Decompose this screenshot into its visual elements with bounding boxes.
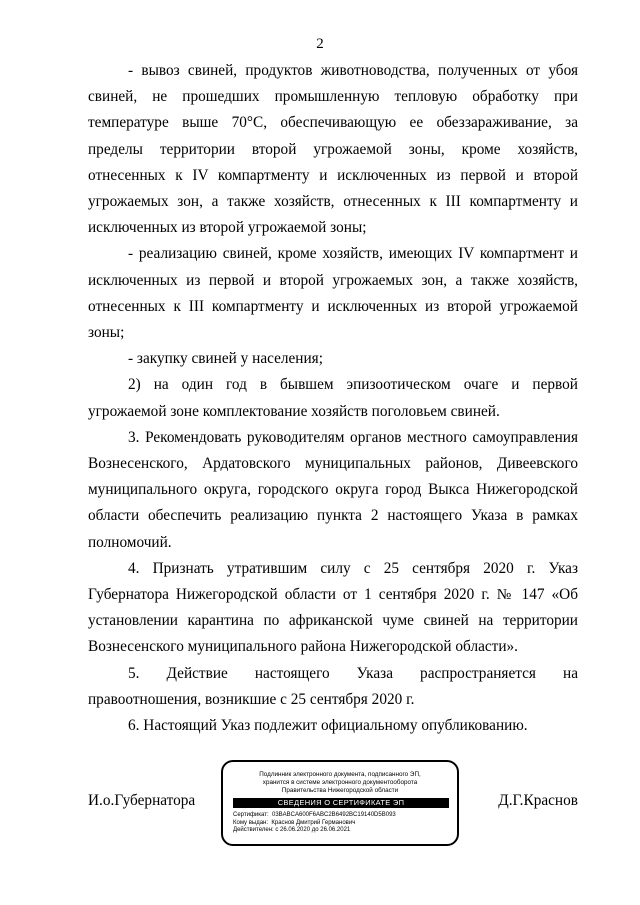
- issued-to-label: Кому выдан:: [233, 819, 269, 826]
- stamp-header-line: Подлинник электронного документа, подписанного ЭП,: [259, 771, 421, 778]
- validity-row: [233, 827, 457, 835]
- paragraph-item-6: 6. Настоящий Указ подлежит официальному опубликованию.: [128, 717, 528, 735]
- signer-position: И.о.Губернатора: [88, 792, 196, 809]
- signature-block: [0, 760, 640, 870]
- paragraph-restocking-ban: 2) на один год в бывшем эпизоотическом очаге и первой угрожаемой зоне комплектование хозяйств поголовьем свиней.: [88, 376, 578, 420]
- certificate-label: Сертификат:: [233, 812, 269, 818]
- certificate-row: [233, 812, 457, 820]
- paragraph-sale-ban: - реализацию свиней, кроме хозяйств, имеющих IV компартмент и исключенных из первой и второй угрожаемых зон, а также хозяйств, отнесенных к III компартменту и исключенных из второй угрожаемой зоны;: [88, 245, 578, 342]
- validity-value: с 26.06.2020 до 26.06.2021: [275, 827, 351, 834]
- validity-label: Действителен:: [233, 827, 274, 834]
- paragraph-item-4: 4. Признать утратившим силу с 25 сентября 2020 г. Указ Губернатора Нижегородской области от 1 сентября 2020 г. № 147 «Об установлении карантина по африканской чуме свиней на территории Вознесенского муниципального района Нижегородской области».: [88, 559, 578, 656]
- paragraph-purchase-ban: - закупку свиней у населения;: [128, 350, 323, 368]
- paragraph-item-5: 5. Действие настоящего Указа распространяется на правоотношения, возникшие с 25 сентября 2020 г.: [88, 664, 578, 708]
- issued-to-value: Краснов Дмитрий Германович: [271, 819, 356, 826]
- document-body: [88, 58, 578, 739]
- signer-name: Д.Г.Краснов: [498, 792, 578, 809]
- page-number: 2: [316, 36, 324, 52]
- stamp-title: СВЕДЕНИЯ О СЕРТИФИКАТЕ ЭП: [233, 798, 449, 808]
- electronic-signature-stamp: [221, 760, 459, 846]
- stamp-header: [223, 762, 457, 795]
- stamp-header-line: Правительства Нижегородской области: [281, 787, 399, 794]
- paragraph-item-3: 3. Рекомендовать руководителям органов местного самоуправления Вознесенского, Ардатовского муниципальных районов, Дивеевского муниципального округа, городского округа город Выкса Нижегородской области обеспечить реализацию пункта 2 настоящего Указа в рамках полномочий.: [88, 428, 578, 551]
- stamp-header-line: хранится в системе электронного документооборота: [262, 779, 418, 786]
- certificate-value: 03BABCA600F6ABC2B6492BC19140D5B093: [271, 812, 396, 818]
- paragraph-export-ban: - вывоз свиней, продуктов животноводства, полученных от убоя свиней, не прошедших промышленную тепловую обработку при температуре выше 70°С, обеспечивающую ее обеззараживание, за пределы территории второй угрожаемой зоны, кроме хозяйств, отнесенных к IV компартменту и исключенных из первой и второй угрожаемых зон, а также хозяйств, отнесенных к III компартменту и исключенных из второй угрожаемой зоны;: [88, 62, 578, 237]
- stamp-details: [233, 812, 457, 835]
